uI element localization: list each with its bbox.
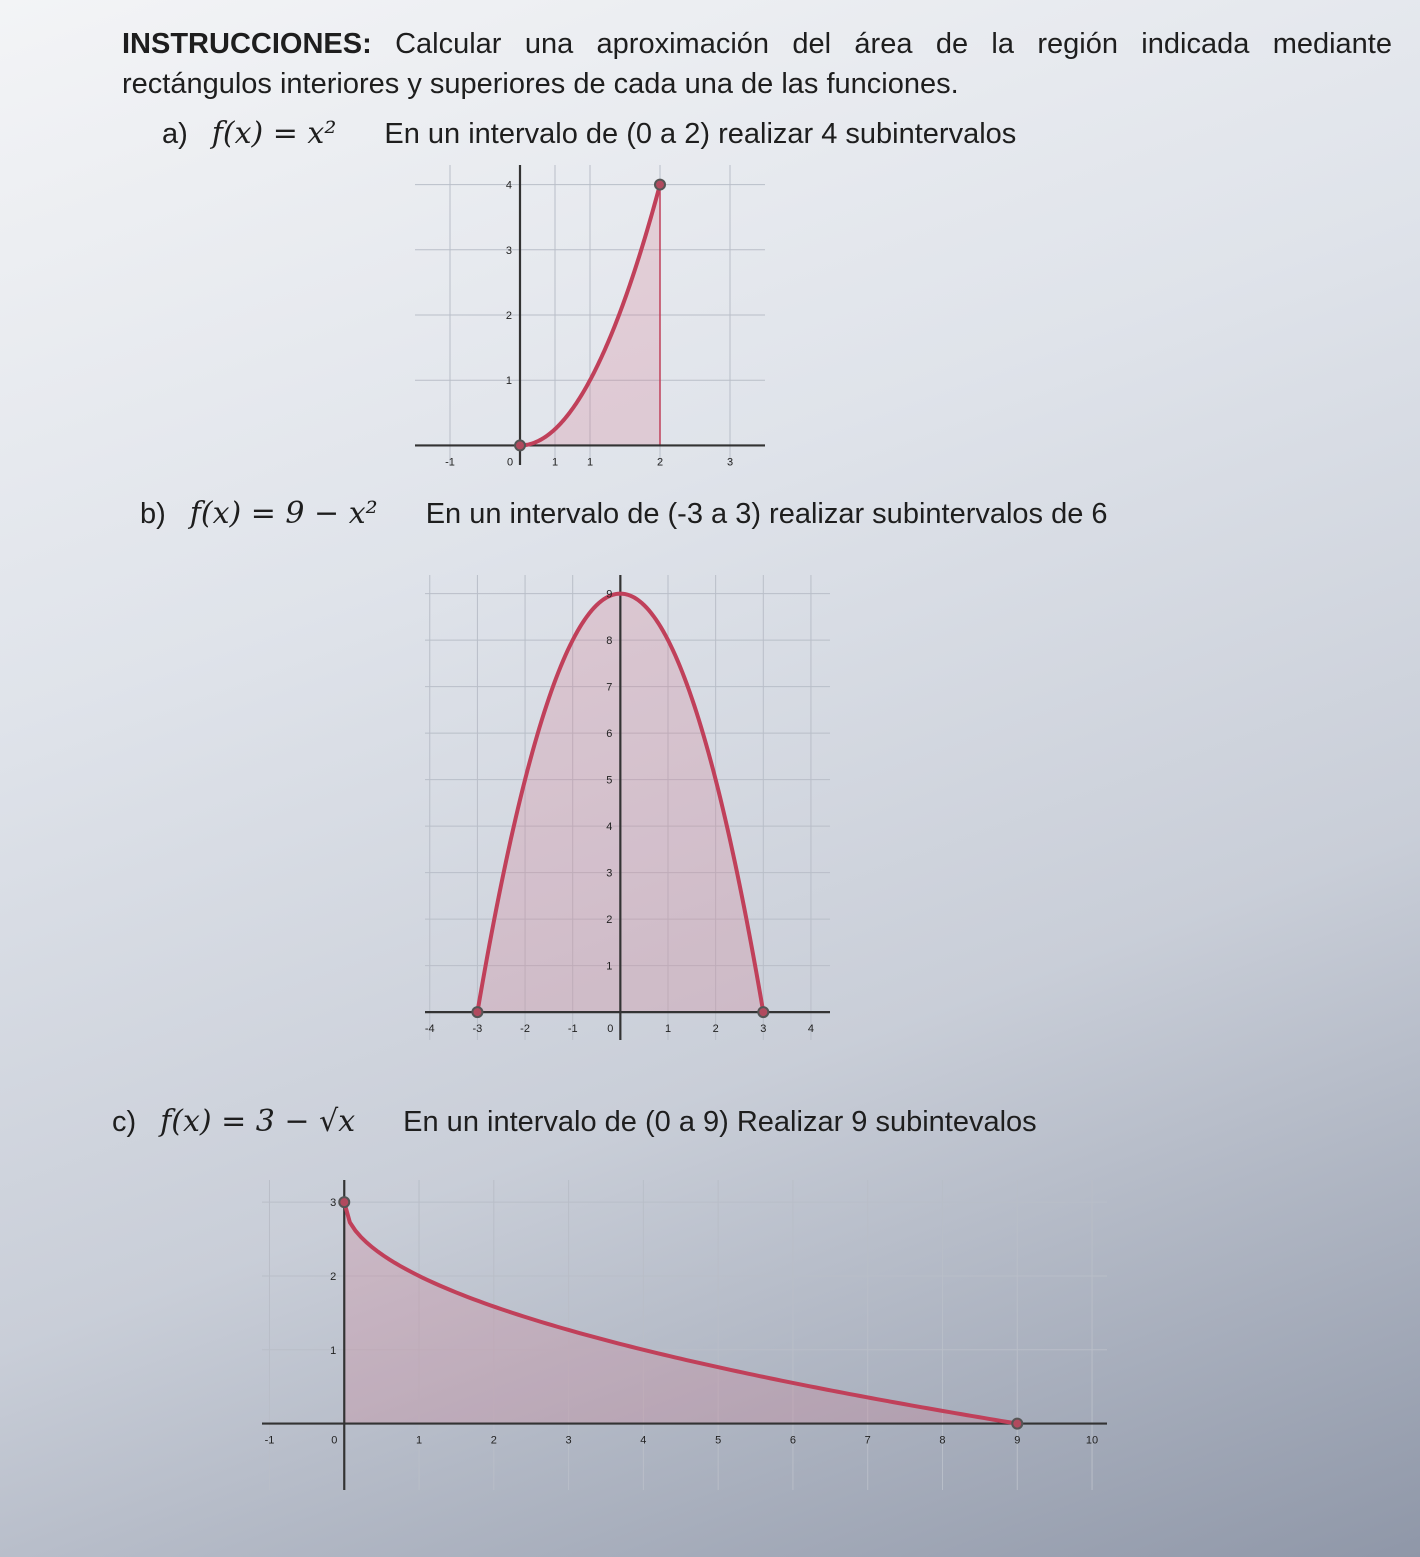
instructions-text: Calcular una aproximación del área de la región indicada mediante rectángulos interiores y superiores de cada una de las funciones. (122, 28, 1392, 100)
problem-a (162, 116, 1016, 151)
x-tick-label: 3 (760, 1023, 767, 1036)
y-tick-label: 4 (606, 821, 613, 834)
y-tick-label: 3 (606, 867, 613, 880)
y-tick-label: 7 (606, 681, 613, 694)
x-tick-label: 4 (807, 1023, 815, 1036)
y-tick-label: 3 (505, 244, 512, 257)
y-tick-label: 1 (606, 960, 613, 973)
x-tick-label: 7 (864, 1434, 871, 1447)
y-tick-label: 6 (606, 728, 613, 741)
x-tick-label: 6 (789, 1434, 796, 1447)
y-tick-label: 1 (505, 375, 512, 388)
y-tick-label: 2 (505, 310, 512, 322)
chart-b (425, 575, 830, 1040)
x-tick-label: 1 (551, 456, 559, 469)
x-tick-label: -1 (264, 1434, 275, 1447)
y-tick-label: 4 (505, 179, 512, 192)
x-tick-label: 2 (712, 1023, 719, 1036)
problem-c-letter: c) (112, 1106, 137, 1138)
x-tick-label: 3 (565, 1434, 572, 1447)
x-tick-label: 9 (1014, 1434, 1021, 1447)
x-tick-label: -2 (520, 1023, 530, 1036)
x-tick-label: 1 (664, 1023, 672, 1036)
x-tick-label: 0 (331, 1434, 338, 1447)
x-tick-label: -1 (445, 456, 455, 469)
x-tick-label: 0 (607, 1023, 614, 1036)
shaded-region (344, 1202, 1017, 1423)
x-tick-label: 1 (586, 456, 594, 469)
y-tick-label: 8 (606, 635, 613, 648)
endpoint-0 (515, 440, 525, 450)
chart-a (415, 165, 765, 469)
x-tick-label: 2 (656, 456, 664, 469)
x-tick-label: 5 (715, 1434, 722, 1447)
x-tick-label: -1 (567, 1023, 578, 1036)
x-tick-label: 10 (1085, 1434, 1099, 1447)
x-tick-label: 3 (726, 456, 734, 469)
problem-c (112, 1104, 1037, 1139)
problem-b (140, 496, 1108, 531)
problem-a-description: En un intervalo de (0 a 2) realizar 4 subintervalos (384, 118, 1017, 150)
problem-b-letter: b) (140, 498, 166, 530)
problem-c-description: En un intervalo de (0 a 9) Realizar 9 subintevalos (403, 1106, 1037, 1138)
x-tick-label: 4 (640, 1434, 647, 1447)
problem-a-letter: a) (162, 118, 188, 150)
x-tick-label: 8 (939, 1434, 946, 1447)
x-tick-label: 1 (415, 1434, 423, 1447)
y-tick-label: 3 (330, 1197, 337, 1210)
problem-a-formula: f(x) = x² (211, 116, 337, 151)
instructions (122, 24, 1392, 104)
instructions-label: INSTRUCCIONES: (122, 28, 372, 60)
endpoint-0 (472, 1007, 482, 1017)
y-tick-label: 2 (606, 914, 613, 927)
endpoint-1 (655, 180, 665, 190)
problem-c-formula: f(x) = 3 − √x (160, 1104, 356, 1139)
y-tick-label: 9 (606, 588, 613, 601)
problem-b-formula: f(x) = 9 − x² (189, 496, 378, 531)
endpoint-1 (758, 1007, 768, 1017)
chart-c (262, 1180, 1107, 1490)
y-tick-label: 1 (330, 1344, 337, 1357)
endpoint-1 (1012, 1419, 1022, 1429)
x-tick-label: -4 (424, 1023, 435, 1036)
x-tick-label: 0 (506, 456, 514, 469)
y-tick-label: 5 (606, 774, 613, 787)
endpoint-0 (339, 1197, 349, 1207)
problem-b-description: En un intervalo de (-3 a 3) realizar subintervalos de 6 (425, 498, 1108, 530)
x-tick-label: -3 (472, 1023, 483, 1036)
y-tick-label: 2 (330, 1270, 337, 1283)
x-tick-label: 2 (490, 1434, 497, 1447)
